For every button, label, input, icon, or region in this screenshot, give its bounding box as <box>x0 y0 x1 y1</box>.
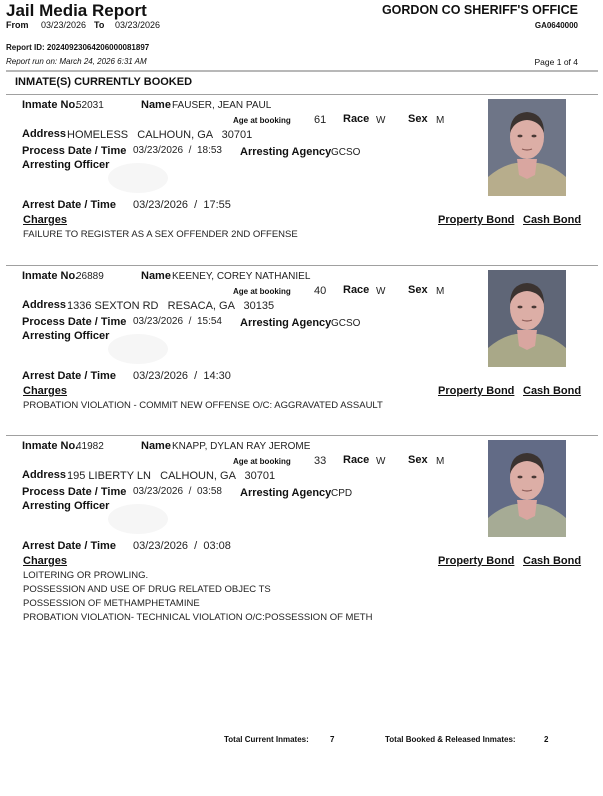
name-label: Name <box>141 270 171 282</box>
from-label: From <box>6 20 29 30</box>
age-label: Age at booking <box>233 116 291 125</box>
cash-bond-header: Cash Bond <box>523 555 582 567</box>
inmate-divider <box>6 94 598 95</box>
section-title: INMATE(S) CURRENTLY BOOKED <box>15 76 193 88</box>
charge-item: FAILURE TO REGISTER AS A SEX OFFENDER 2ND OFFENSE <box>23 229 298 240</box>
sex-label: Sex <box>408 284 428 296</box>
inmate-photo <box>488 270 566 367</box>
sex-label: Sex <box>408 113 428 125</box>
property-bond-header: Property Bond <box>438 214 515 226</box>
redacted-officer <box>108 334 168 364</box>
inmate-no-label: Inmate No. <box>22 270 79 282</box>
to-date: 03/23/2026 <box>115 20 161 30</box>
process-date-value: 03/23/2026 / 18:53 <box>133 145 222 156</box>
cash-bond-header: Cash Bond <box>523 385 582 397</box>
arresting-agency-label: Arresting Agency <box>240 317 332 329</box>
inmate-photo <box>488 440 566 537</box>
arresting-officer-label: Arresting Officer <box>22 500 110 512</box>
age-value: 33 <box>314 455 327 467</box>
arresting-agency-value: GCSO <box>331 147 361 158</box>
race-value: W <box>376 456 386 467</box>
charges-label: Charges <box>23 385 68 397</box>
inmate-name: FAUSER, JEAN PAUL <box>172 100 272 111</box>
inmate-name: KNAPP, DYLAN RAY JEROME <box>172 441 311 452</box>
sex-label: Sex <box>408 454 428 466</box>
property-bond-header: Property Bond <box>438 555 515 567</box>
process-date-label: Process Date / Time <box>22 486 127 498</box>
sex-value: M <box>436 115 445 126</box>
name-label: Name <box>141 99 171 111</box>
process-date-label: Process Date / Time <box>22 316 127 328</box>
process-date-label: Process Date / Time <box>22 145 127 157</box>
inmate-divider <box>6 435 598 436</box>
age-value: 40 <box>314 285 327 297</box>
address-value: HOMELESS CALHOUN, GA 30701 <box>67 129 253 141</box>
sex-value: M <box>436 286 445 297</box>
inmate-no-label: Inmate No. <box>22 440 79 452</box>
charges-label: Charges <box>23 214 68 226</box>
arresting-agency-label: Arresting Agency <box>240 146 332 158</box>
race-label: Race <box>343 284 370 296</box>
report-title: Jail Media Report <box>6 1 147 20</box>
inmate-no-value: 52031 <box>76 100 104 111</box>
property-bond-header: Property Bond <box>438 385 515 397</box>
race-label: Race <box>343 113 370 125</box>
inmate-name: KEENEY, COREY NATHANIEL <box>172 271 311 282</box>
address-value: 195 LIBERTY LN CALHOUN, GA 30701 <box>67 470 276 482</box>
charges-label: Charges <box>23 555 68 567</box>
age-value: 61 <box>314 114 327 126</box>
total-booked-released-label: Total Booked & Released Inmates: <box>385 735 516 744</box>
arresting-agency-value: CPD <box>331 488 353 499</box>
charge-item: POSSESSION OF METHAMPHETAMINE <box>23 598 200 609</box>
arrest-date-value: 03/23/2026 / 14:30 <box>133 370 231 382</box>
inmate-no-value: 26889 <box>76 271 104 282</box>
charge-item: POSSESSION AND USE OF DRUG RELATED OBJEC TS <box>23 584 271 595</box>
report-run-on: Report run on: March 24, 2026 6:31 AM <box>6 57 147 66</box>
page-indicator: Page 1 of 4 <box>534 57 578 67</box>
charge-item: LOITERING OR PROWLING. <box>23 570 149 581</box>
inmate-divider <box>6 265 598 266</box>
redacted-officer <box>108 504 168 534</box>
agency-ori: GA0640000 <box>534 21 578 30</box>
arresting-agency-value: GCSO <box>331 318 361 329</box>
arrest-date-label: Arrest Date / Time <box>22 370 116 382</box>
arresting-officer-label: Arresting Officer <box>22 330 110 342</box>
inmate-no-label: Inmate No. <box>22 99 79 111</box>
mugshot-image <box>488 270 566 367</box>
total-current-value: 7 <box>330 735 335 744</box>
race-value: W <box>376 115 386 126</box>
charge-item: PROBATION VIOLATION - COMMIT NEW OFFENSE O/C: AGGRAVATED ASSAULT <box>23 400 383 411</box>
address-label: Address <box>22 469 67 481</box>
address-label: Address <box>22 299 67 311</box>
cash-bond-header: Cash Bond <box>523 214 582 226</box>
arresting-officer-label: Arresting Officer <box>22 159 110 171</box>
address-label: Address <box>22 128 67 140</box>
to-label: To <box>94 20 105 30</box>
race-label: Race <box>343 454 370 466</box>
process-date-value: 03/23/2026 / 03:58 <box>133 486 222 497</box>
total-current-label: Total Current Inmates: <box>224 735 309 744</box>
arresting-agency-label: Arresting Agency <box>240 487 332 499</box>
redacted-officer <box>108 163 168 193</box>
process-date-value: 03/23/2026 / 15:54 <box>133 316 222 327</box>
mugshot-image <box>488 99 566 196</box>
header-divider <box>6 70 598 72</box>
arrest-date-value: 03/23/2026 / 03:08 <box>133 540 231 552</box>
address-value: 1336 SEXTON RD RESACA, GA 30135 <box>67 300 275 312</box>
inmate-no-value: 41982 <box>76 441 104 452</box>
report-id: Report ID: 20240923064206000081897 <box>6 43 150 52</box>
mugshot-image <box>488 440 566 537</box>
from-date: 03/23/2026 <box>41 20 87 30</box>
age-label: Age at booking <box>233 457 291 466</box>
sex-value: M <box>436 456 445 467</box>
arrest-date-label: Arrest Date / Time <box>22 540 116 552</box>
arrest-date-value: 03/23/2026 / 17:55 <box>133 199 231 211</box>
age-label: Age at booking <box>233 287 291 296</box>
arrest-date-label: Arrest Date / Time <box>22 199 116 211</box>
name-label: Name <box>141 440 171 452</box>
total-booked-released-value: 2 <box>544 735 549 744</box>
charge-item: PROBATION VIOLATION- TECHNICAL VIOLATION O/C:POSSESSION OF METH <box>23 612 373 623</box>
race-value: W <box>376 286 386 297</box>
agency-name: GORDON CO SHERIFF'S OFFICE <box>381 3 578 17</box>
inmate-photo <box>488 99 566 196</box>
